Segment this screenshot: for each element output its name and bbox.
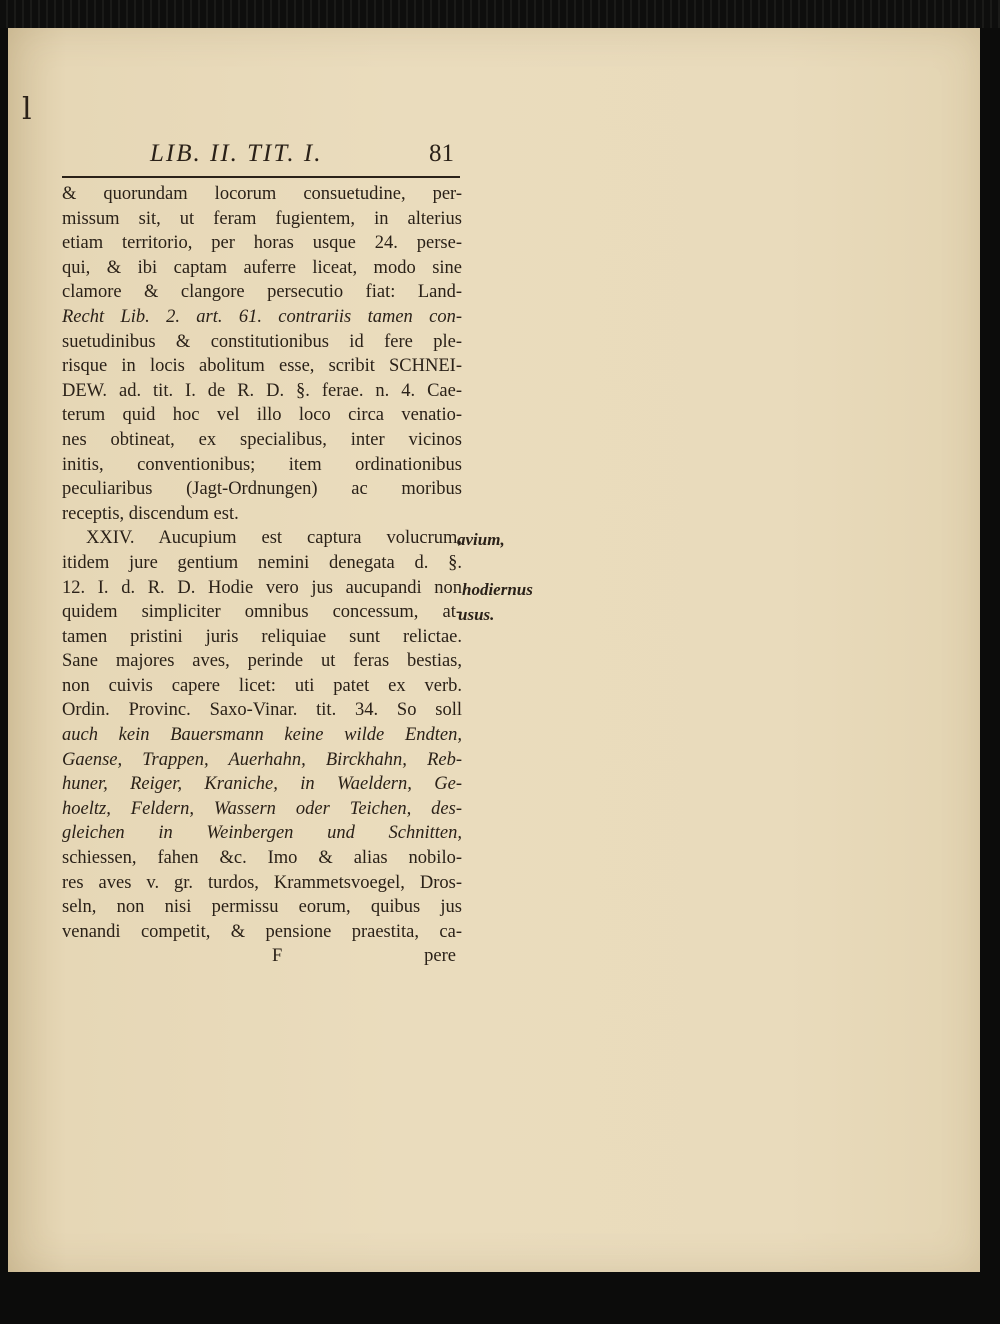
- text-line: clamore & clangore persecutio fiat: Land-: [62, 282, 462, 303]
- text-line: DEW. ad. tit. I. de R. D. §. ferae. n. 4. Cae-: [62, 380, 462, 401]
- text-line: hoeltz, Feldern, Wassern oder Teichen, des-: [62, 798, 462, 819]
- text-line: Ordin. Provinc. Saxo-Vinar. tit. 34. So soll: [62, 700, 462, 721]
- text-line: peculiaribus (Jagt-Ordnungen) ac moribus: [62, 479, 462, 500]
- text-line: 12. I. d. R. D. Hodie vero jus aucupandi non: [62, 577, 462, 598]
- text-line: tamen pristini juris reliquiae sunt relictae.: [62, 626, 462, 647]
- text-line: auch kein Bauersmann keine wilde Endten,: [62, 725, 462, 746]
- text-line: itidem jure gentium nemini denegata d. §.: [62, 552, 462, 573]
- catchword: pere: [424, 946, 456, 967]
- text-line: res aves v. gr. turdos, Krammetsvoegel, Dros-: [62, 872, 462, 893]
- text-line: Recht Lib. 2. art. 61. contrariis tamen con-: [62, 306, 462, 327]
- text-line: etiam territorio, per horas usque 24. perse-: [62, 233, 462, 254]
- text-line: gleichen in Weinbergen und Schnitten,: [62, 823, 462, 844]
- text-line: missum sit, ut feram fugientem, in alterius: [62, 208, 462, 229]
- text-line: seln, non nisi permissu eorum, quibus jus: [62, 897, 462, 918]
- text-line: quidem simpliciter omnibus concessum, at-: [62, 602, 462, 623]
- text-line: venandi competit, & pensione praestita, ca-: [62, 921, 462, 942]
- text-line: Gaense, Trappen, Auerhahn, Birckhahn, Reb-: [62, 749, 462, 770]
- catchword-line: [62, 944, 462, 969]
- text-line: & quorundam locorum consuetudine, per-: [62, 184, 462, 204]
- margin-note-hodiernus: hodiernus: [462, 580, 533, 599]
- body-text: [62, 182, 462, 969]
- page-number: 81: [429, 140, 454, 167]
- text-line: terum quid hoc vel illo loco circa venatio-: [62, 405, 462, 426]
- running-head: LIB. II. TIT. I.: [150, 140, 323, 167]
- text-line: risque in locis abolitum esse, scribit SCHNEI-: [62, 356, 462, 377]
- text-line: XXIV. Aucupium est captura volucrum,: [86, 528, 462, 549]
- page-header: [62, 136, 460, 176]
- margin-note-avium: avium,: [457, 530, 505, 549]
- text-line: initis, conventionibus; item ordinationibus: [62, 454, 462, 475]
- header-rule: [62, 176, 460, 178]
- text-line: schiessen, fahen &c. Imo & alias nobilo-: [62, 848, 462, 869]
- text-line: suetudinibus & constitutionibus id fere ple-: [62, 331, 462, 352]
- edge-mark: l: [22, 92, 32, 127]
- text-line: nes obtineat, ex specialibus, inter vicinos: [62, 429, 462, 450]
- text-line: Sane majores aves, perinde ut feras bestias,: [62, 651, 462, 672]
- text-line: huner, Reiger, Kraniche, in Waeldern, Ge-: [62, 774, 462, 795]
- signature-mark: F: [272, 946, 283, 967]
- scanner-edge: [0, 0, 1000, 28]
- margin-note-usus: usus.: [458, 605, 495, 624]
- text-line: qui, & ibi captam auferre liceat, modo sine: [62, 257, 462, 278]
- text-line: receptis, discendum est.: [62, 503, 239, 524]
- text-line: non cuivis capere licet: uti patet ex verb.: [62, 675, 462, 696]
